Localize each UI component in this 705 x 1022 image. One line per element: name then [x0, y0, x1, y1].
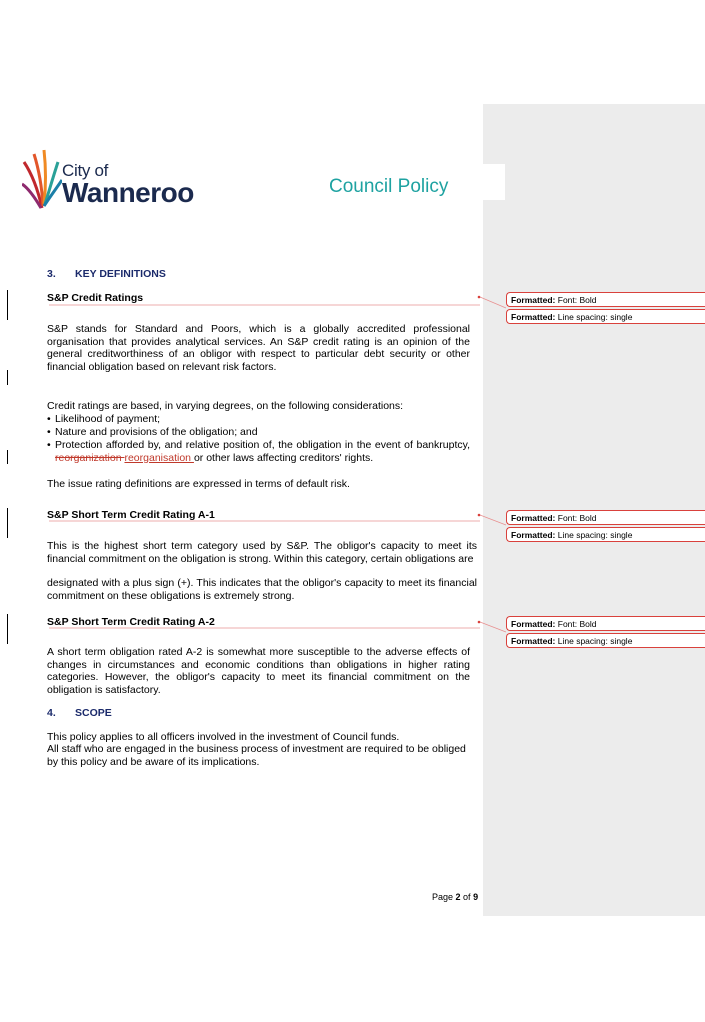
tracked-insertion[interactable]: reorganisation	[124, 452, 194, 464]
list-item	[47, 439, 470, 465]
balloon-label: Formatted:	[511, 295, 556, 305]
a1-paragraph-1: This is the highest short term category used by S&P. The obligor's capacity to meet its financial commitment on the obligation is strong. Within this category, certain obligations are	[47, 540, 477, 565]
balloon-text: Line spacing: single	[557, 530, 633, 540]
page-sep: of	[460, 892, 474, 902]
issue-rating-paragraph: The issue rating definitions are expressed in terms of default risk.	[47, 478, 350, 490]
balloon-label: Formatted:	[511, 530, 556, 540]
balloon-label: Formatted:	[511, 513, 556, 523]
balloon-label: Formatted:	[511, 636, 556, 646]
comment-balloon-line-spacing[interactable]	[506, 633, 705, 648]
balloon-text: Line spacing: single	[557, 312, 633, 322]
a2-paragraph: A short term obligation rated A-2 is somewhat more susceptible to the adverse effects of changes in circumstances and economic conditions than obligations in higher rating categories. However, the obligor's capacity to meet its financial commitment on the obligation is satisfactory.	[47, 646, 470, 697]
list-item-text: Nature and provisions of the obligation; and	[55, 426, 258, 438]
list-item-text: or other laws affecting creditors' rights.	[193, 452, 374, 464]
section-number: 3.	[47, 268, 56, 280]
page-title: Council Policy	[329, 176, 449, 197]
list-item-text: Protection afforded by, and relative position of, the obligation in the event of bankruptcy,	[55, 439, 470, 451]
logo-leaf-icon	[22, 144, 62, 214]
header-box	[483, 164, 505, 200]
page-number	[432, 892, 478, 902]
change-bar	[7, 508, 8, 538]
section-scope-heading	[47, 707, 112, 719]
balloon-label: Formatted:	[511, 312, 556, 322]
comment-balloon-font-bold[interactable]	[506, 292, 705, 307]
page-current: 2	[455, 892, 461, 902]
logo-text-wanneroo: Wanneroo	[62, 177, 194, 208]
balloon-text: Line spacing: single	[557, 636, 633, 646]
scope-line-1: This policy applies to all officers involved in the investment of Council funds.	[47, 731, 400, 743]
page-prefix: Page	[432, 892, 456, 902]
change-bar	[7, 370, 8, 385]
change-bar	[7, 290, 8, 320]
balloon-text: Font: Bold	[557, 295, 597, 305]
balloon-text: Font: Bold	[557, 619, 597, 629]
list-item-text: Likelihood of payment;	[55, 413, 161, 425]
page-total: 9	[473, 892, 479, 902]
list-item	[47, 426, 470, 439]
comment-balloon-font-bold[interactable]	[506, 616, 705, 631]
sp-credit-ratings-heading: S&P Credit Ratings	[47, 292, 144, 304]
comment-balloon-font-bold[interactable]	[506, 510, 705, 525]
change-bar	[7, 614, 8, 644]
section-number: 4.	[47, 707, 56, 719]
logo-text-city: City of	[62, 161, 109, 180]
credit-considerations-intro: Credit ratings are based, in varying degrees, on the following considerations:	[47, 400, 404, 412]
section-key-definitions-heading	[47, 268, 166, 280]
a1-paragraph-2: designated with a plus sign (+). This indicates that the obligor's capacity to meet its financial commitment on these obligations is extremely strong.	[47, 577, 477, 602]
a2-heading: S&P Short Term Credit Rating A-2	[47, 616, 215, 628]
city-logo	[22, 144, 212, 214]
balloon-text: Font: Bold	[557, 513, 597, 523]
considerations-list	[47, 413, 470, 465]
section-title: KEY DEFINITIONS	[75, 268, 166, 280]
sp-credit-paragraph: S&P stands for Standard and Poors, which is a globally accredited professional organisation that provides analytical services. An S&P credit rating is an opinion of the general creditworthiness of an obligor with respect to particular debt security or other financial obligation based on relevant risk factors.	[47, 323, 470, 374]
comment-balloon-line-spacing[interactable]	[506, 309, 705, 324]
list-item	[47, 413, 470, 426]
a1-heading: S&P Short Term Credit Rating A-1	[47, 509, 215, 521]
balloon-label: Formatted:	[511, 619, 556, 629]
tracked-deletion[interactable]: reorganization	[55, 452, 125, 464]
scope-line-2: All staff who are engaged in the business process of investment are required to be obliged by this policy and be aware of its implications.	[47, 743, 466, 768]
comment-balloon-line-spacing[interactable]	[506, 527, 705, 542]
section-title: SCOPE	[75, 707, 112, 719]
change-bar	[7, 450, 8, 464]
